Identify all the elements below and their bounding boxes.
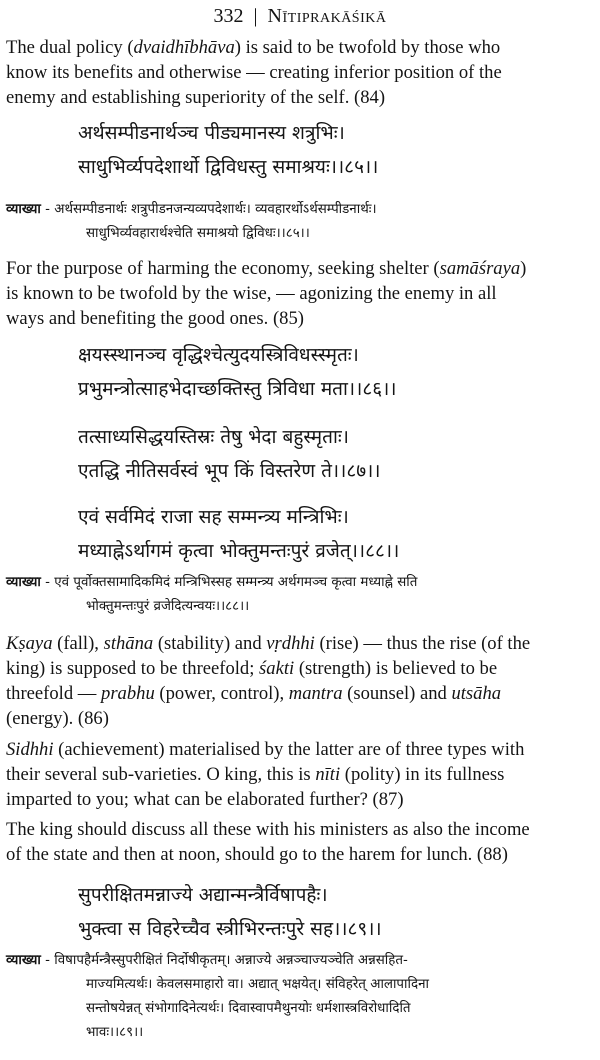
verse-line: क्षयस्स्थानञ्च वृद्धिश्चेत्युदयस्त्रिविधस्स्मृतः। (78, 344, 359, 366)
verse-87 (78, 420, 381, 488)
commentary-88: व्याख्या - एवं पूर्वोक्तसामादिकमिदं मन्त्रिभिस्सह सम्मन्त्र्य अर्थगमञ्च कृत्वा मध्याह्ने सति भोक्तुमन्तःपुरं व्रजेदित्यन्वयः।।८८।। (6, 575, 418, 614)
verse-88 (78, 500, 399, 568)
translation-88: The king should discuss all these with his ministers as also the income of the state and then at noon, should go to the harem for lunch. (88) (6, 819, 530, 865)
translation-85: For the purpose of harming the economy, seeking shelter (samāśraya) is known to be twofold by the wise, — agonizing the enemy in all ways and benefiting the good ones. (85) (6, 258, 527, 329)
translation-87: Sidhhi (achievement) materialised by the latter are of three types with their several sub-varieties. O king, this is nīti (polity) in its fullness imparted to you; what can be elaborated further? (87) (6, 739, 525, 810)
verse-line: एवं सर्वमिदं राजा सह सम्मन्त्र्य मन्त्रिभिः। (78, 506, 349, 528)
commentary-85: व्याख्या - अर्थसम्पीडनार्थः शत्रुपीडनजन्यव्यपदेशार्थः। व्यवहारर्थोऽर्थसम्पीडनार्थः। साधुभिर्व्यवहारार्थश्चेति समाश्रयो द्विविधः।।८५।। (6, 202, 377, 241)
page-number: 332 (213, 5, 244, 27)
verse-85 (78, 116, 378, 184)
verse-line: सुपरीक्षितमन्नाज्ये अद्यान्मन्त्रैर्विषापहैः। (78, 884, 328, 906)
commentary-label: व्याख्या (6, 575, 41, 590)
translation-84: The dual policy (dvaidhībhāva) is said to be twofold by those who know its benefits and otherwise — creating inferior position of the enemy and establishing superiority of the self. (84) (6, 37, 502, 108)
verse-line: मध्याह्नेऽर्थागमं कृत्वा भोक्तुमन्तःपुरं व्रजेत्।।८८।। (78, 540, 400, 562)
commentary-89: व्याख्या - विषापहैर्मन्त्रैस्सुपरीक्षितं निर्दोषीकृतम्। अन्नाज्ये अन्नञ्चाज्यञ्चेति अन्नसहित- माज्यमित्यर्थः। केवलसमाहारो वा। अद्यात् भक्षयेत्। संविहरेत् आलापादिना सन्तोषयेन्नत् संभोगादिनेत्यर्थः। दिवास्वापमैथुनयोः धर्मशास्त्रविरोधादिति भावः।।८९।। (6, 953, 429, 1040)
book-title: Nītiprakāśikā (267, 5, 387, 27)
verse-line: तत्साध्यसिद्धयस्तिस्रः तेषु भेदा बहुस्मृताः। (78, 426, 349, 448)
verse-89 (78, 878, 382, 946)
header-separator: | (253, 5, 258, 27)
verse-line: अर्थसम्पीडनार्थञ्च पीड्यमानस्य शत्रुभिः। (78, 122, 345, 144)
page-header (0, 4, 600, 28)
commentary-label: व्याख्या (6, 953, 41, 968)
verse-line: एतद्धि नीतिसर्वस्वं भूप किं विस्तरेण ते।।८७।। (78, 460, 381, 482)
verse-86 (78, 338, 397, 406)
translation-86: Kṣaya (fall), sthāna (stability) and vṛdhhi (rise) — thus the rise (of the king) is supposed to be threefold; śakti (strength) is believed to be threefold — prabhu (power, control), mantra (sounsel) and utsāha (energy). (86) (6, 633, 531, 729)
verse-line: भुक्त्वा स विहरेच्चैव स्त्रीभिरन्तःपुरे सह।।८९।। (78, 918, 382, 940)
commentary-label: व्याख्या (6, 202, 41, 217)
verse-line: साधुभिर्व्यपदेशार्थो द्विविधस्तु समाश्रयः।।८५।। (78, 156, 379, 178)
verse-line: प्रभुमन्त्रोत्साहभेदाच्छक्तिस्तु त्रिविधा मता।।८६।। (78, 378, 397, 400)
